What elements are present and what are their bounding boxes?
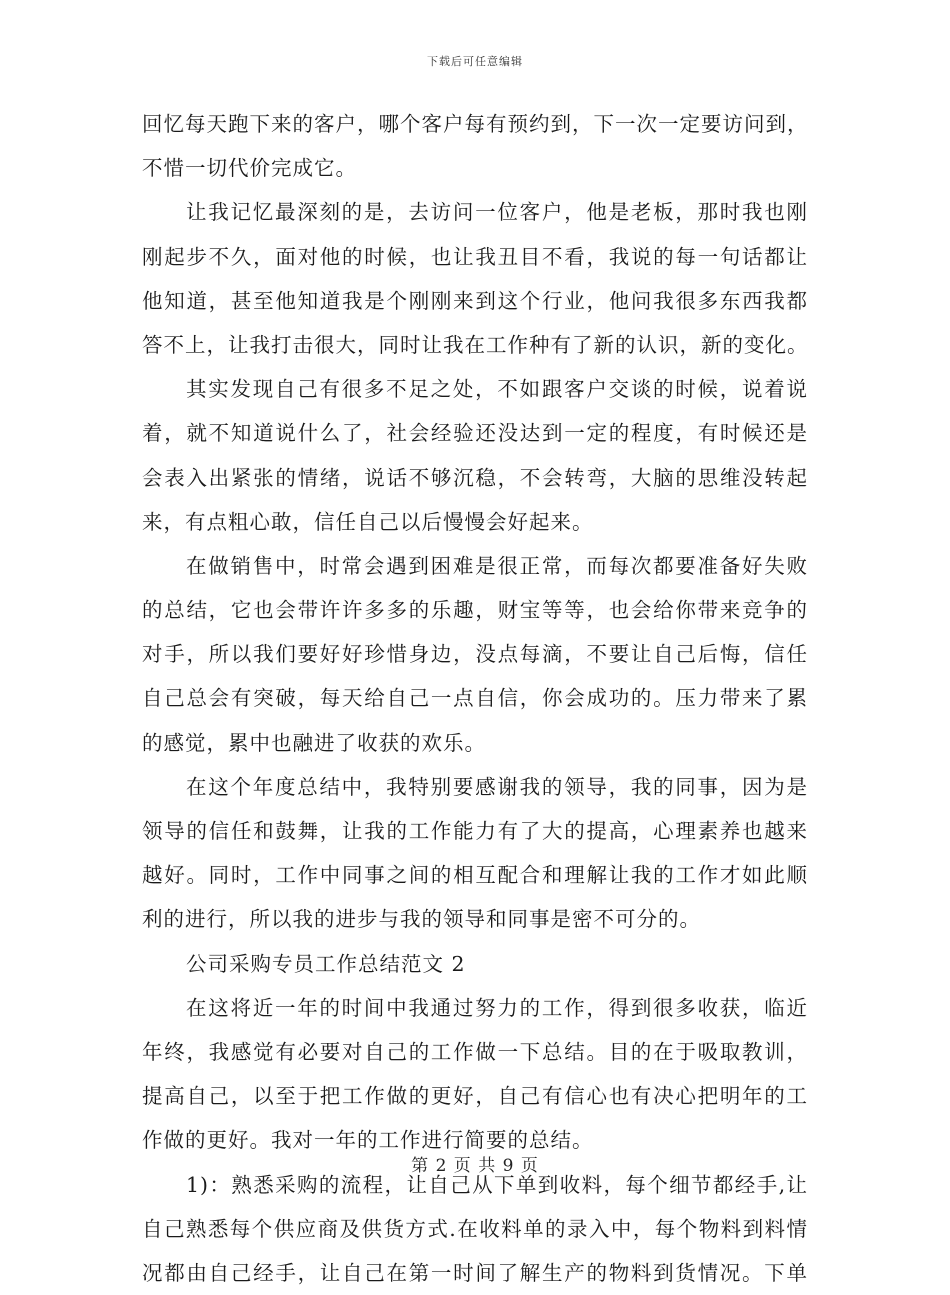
text-line: 领导的信任和鼓舞，让我的工作能力有了大的提高，心理素养也越来 xyxy=(142,819,808,843)
text-line: 刚起步不久，面对他的时候，也让我丑目不看，我说的每一句话都让 xyxy=(142,244,808,269)
text-line: 提高自己，以至于把工作做的更好，自己有信心也有决心把明年的工 xyxy=(142,1084,808,1109)
text-line: 来，有点粗心敢，信任自己以后慢慢会好起来。 xyxy=(142,509,594,534)
text-line: 不惜一切代价完成它。 xyxy=(142,156,357,181)
document-body xyxy=(142,102,808,1295)
text-line: 对手，所以我们要好好珍惜身边，没点每滴，不要让自己后悔，信任 xyxy=(142,642,808,667)
text-line: 着，就不知道说什么了，社会经验还没达到一定的程度，有时候还是 xyxy=(142,421,808,446)
text-line: 作做的更好。我对一年的工作进行简要的总结。 xyxy=(142,1128,594,1153)
text-line: 他知道，甚至他知道我是个刚刚来到这个行业，他问我很多东西我都 xyxy=(142,288,808,313)
text-line: 会表入出紧张的情绪，说话不够沉稳，不会转弯，大脑的思维没转起 xyxy=(142,465,808,490)
text-line: 其实发现自己有很多不足之处，不如跟客户交谈的时候，说着说 xyxy=(186,377,808,402)
text-line: 公司采购专员工作总结范文 2 xyxy=(186,951,466,976)
text-line: 的感觉，累中也融进了收获的欢乐。 xyxy=(142,730,486,755)
text-line: 利的进行，所以我的进步与我的领导和同事是密不可分的。 xyxy=(142,907,701,932)
text-line: 1)：熟悉采购的流程，让自己从下单到收料，每个细节都经手,让 xyxy=(186,1172,808,1197)
text-line: 况都由自己经手，让自己在第一时间了解生产的物料到货情况。下单 xyxy=(142,1260,808,1285)
text-line: 答不上，让我打击很大，同时让我在工作种有了新的认识，新的变化。 xyxy=(142,332,809,357)
text-line: 在做销售中，时常会遇到困难是很正常，而每次都要准备好失败 xyxy=(186,553,808,578)
text-line: 让我记忆最深刻的是，去访问一位客户，他是老板，那时我也刚 xyxy=(186,200,808,225)
text-line: 越好。同时，工作中同事之间的相互配合和理解让我的工作才如此顺 xyxy=(142,863,808,888)
text-line: 的总结，它也会带许许多多的乐趣，财宝等等，也会给你带来竞争的 xyxy=(142,598,808,623)
text-line: 年终，我感觉有必要对自己的工作做一下总结。目的在于吸取教训， xyxy=(142,1039,808,1064)
page-footer: 第 2 页 共 9 页 xyxy=(411,1156,539,1176)
text-line: 在这将近一年的时间中我通过努力的工作，得到很多收获，临近 xyxy=(186,995,808,1020)
text-line: 回忆每天跑下来的客户，哪个客户每有预约到，下一次一定要访问到， xyxy=(142,112,809,136)
page-header: 下载后可任意编辑 xyxy=(427,55,523,68)
text-line: 自己总会有突破，每天给自己一点自信，你会成功的。压力带来了累 xyxy=(142,686,808,711)
text-line: 自己熟悉每个供应商及供货方式.在收料单的录入中，每个物料到料情 xyxy=(142,1216,808,1241)
text-line: 在这个年度总结中，我特别要感谢我的领导，我的同事，因为是 xyxy=(186,774,808,799)
